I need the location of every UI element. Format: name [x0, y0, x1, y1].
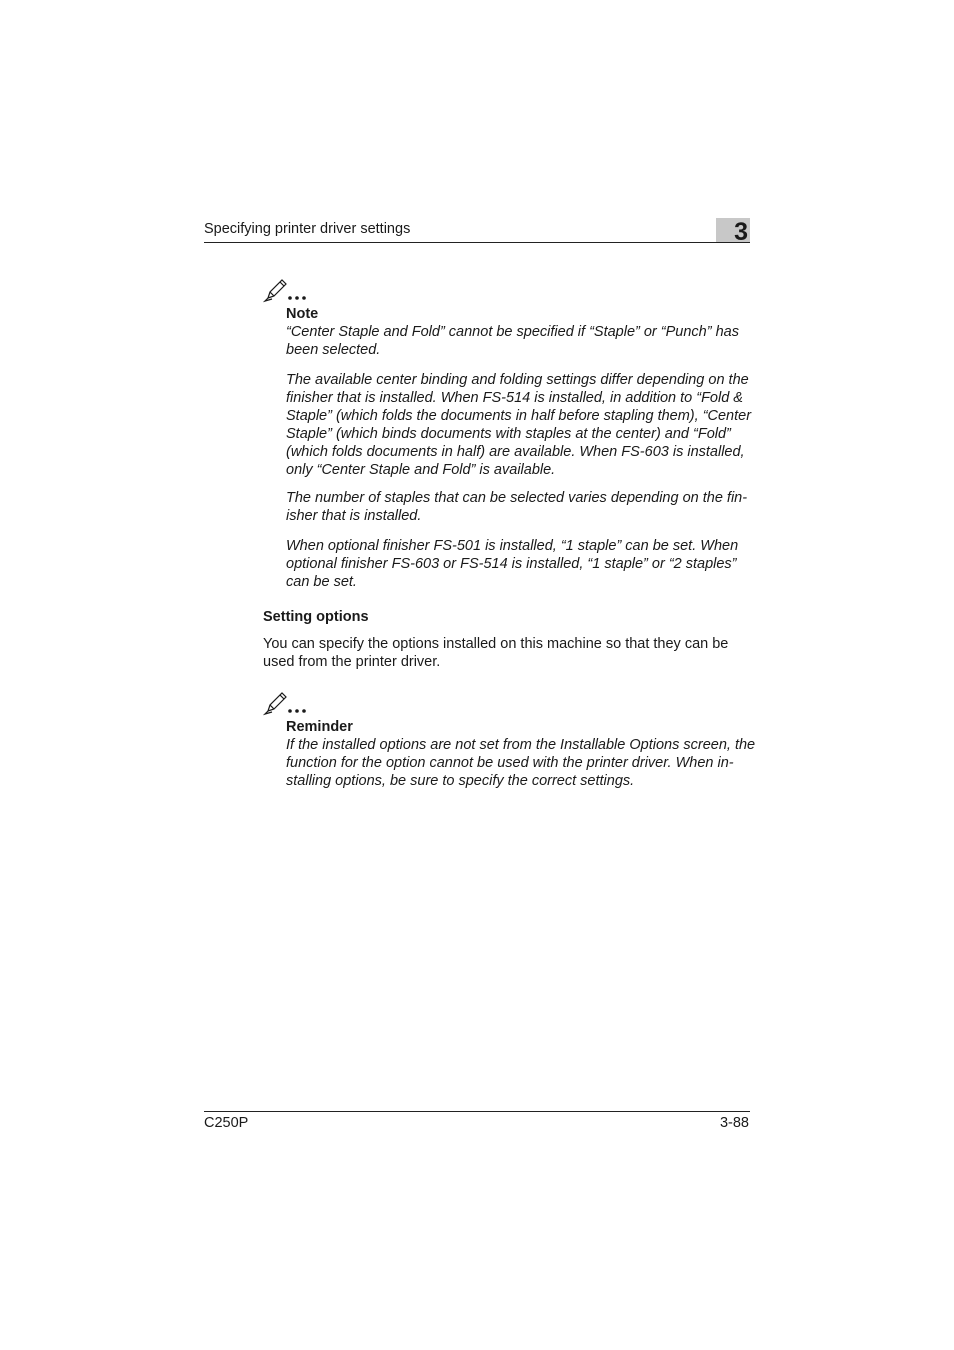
text-line: (which folds documents in half) are available. When FS-603 is installed, — [286, 444, 745, 460]
footer-model-name: C250P — [204, 1115, 249, 1131]
reminder-paragraph — [286, 736, 756, 790]
note-label: Note — [286, 306, 319, 322]
section-body — [263, 635, 753, 671]
text-line: If the installed options are not set from the Installable Options screen, the — [286, 737, 756, 753]
text-line: optional finisher FS-603 or FS-514 is installed, “1 staple” or “2 staples” — [286, 556, 737, 572]
text-line: function for the option cannot be used with the printer driver. When in- — [286, 755, 734, 771]
text-line: finisher that is installed. When FS-514 is installed, in addition to “Fold & — [286, 390, 743, 406]
text-line: can be set. — [286, 574, 357, 590]
running-header-title: Specifying printer driver settings — [204, 221, 411, 237]
footer-divider — [204, 1111, 750, 1112]
text-line: When optional finisher FS-501 is installed, “1 staple” can be set. When — [286, 538, 739, 554]
reminder-label: Reminder — [286, 719, 353, 735]
text-line: been selected. — [286, 342, 381, 358]
chapter-number: 3 — [734, 218, 748, 246]
text-line: The available center binding and folding settings differ depending on the — [286, 372, 749, 388]
text-line: “Center Staple and Fold” cannot be specified if “Staple” or “Punch” has — [286, 324, 739, 340]
note-paragraph-1 — [286, 323, 756, 359]
text-line: used from the printer driver. — [263, 654, 441, 670]
text-line: Staple” (which folds the documents in half before stapling them), “Center — [286, 408, 752, 424]
text-line: Staple” (which binds documents with staples at the center) and “Fold” — [286, 426, 731, 442]
note-paragraph-3 — [286, 489, 756, 525]
footer-page-number: 3-88 — [719, 1115, 749, 1131]
note-paragraph-4 — [286, 537, 756, 591]
pencil-note-icon — [263, 690, 309, 716]
note-paragraph-2 — [286, 371, 756, 479]
text-line: The number of staples that can be selected varies depending on the fin- — [286, 490, 748, 506]
pencil-note-icon — [263, 277, 309, 303]
text-line: You can specify the options installed on this machine so that they can be — [263, 636, 729, 652]
header-divider — [204, 242, 750, 243]
section-heading: Setting options — [263, 609, 369, 625]
text-line: isher that is installed. — [286, 508, 422, 524]
text-line: stalling options, be sure to specify the correct settings. — [286, 773, 635, 789]
text-line: only “Center Staple and Fold” is available. — [286, 462, 556, 478]
